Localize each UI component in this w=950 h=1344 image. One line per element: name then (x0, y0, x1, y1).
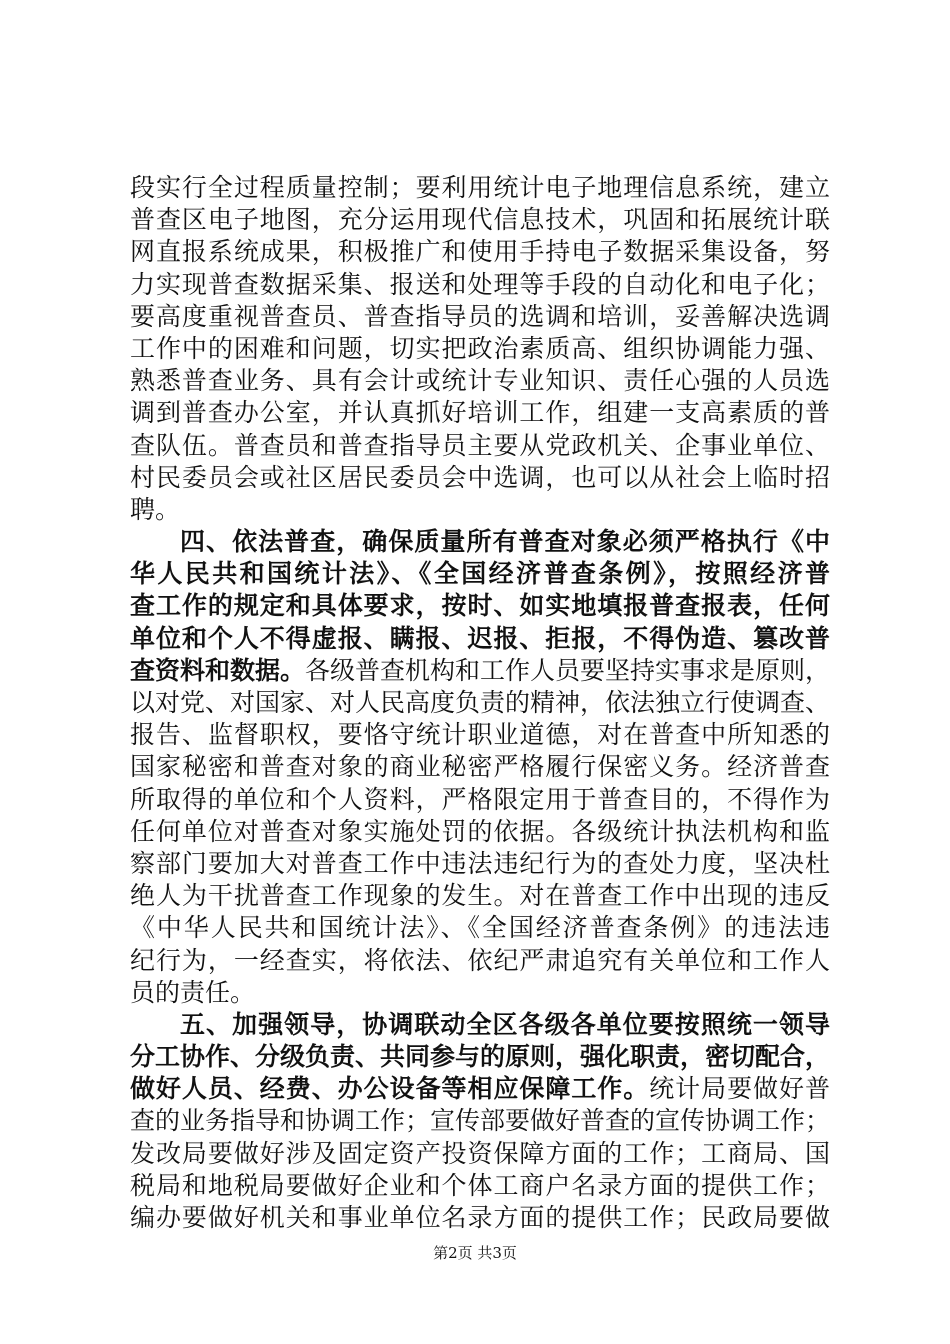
text-line: 编办要做好机关和事业单位名录方面的提供工作；民政局要做 (130, 1203, 830, 1232)
text-line: 绝人为干扰普查工作现象的发生。对在普查工作中出现的违反 (130, 881, 830, 911)
section-body-start: 各级普查机构和工作人员要坚持实事求是原则， (305, 655, 831, 685)
section-four (130, 526, 830, 1009)
page-number-footer: 第2页 共3页 (433, 1244, 517, 1262)
text-line: 国家秘密和普查对象的商业秘密严格履行保密义务。经济普查 (130, 752, 830, 782)
text-line: 发改局要做好涉及固定资产投资保障方面的工作；工商局、国 (130, 1138, 830, 1168)
text-line: 报告、监督职权，要恪守统计职业道德，对在普查中所知悉的 (130, 720, 830, 750)
text-line: 《中华人民共和国统计法》、《全国经济普查条例》的违法违 (130, 913, 830, 943)
text-line: 工作中的困难和问题，切实把政治素质高、组织协调能力强、 (130, 333, 830, 363)
text-line: 查队伍。普查员和普查指导员主要从党政机关、企事业单位、 (130, 430, 830, 460)
section-heading-line: 五、加强领导，协调联动全区各级各单位要按照统一领导 (180, 1009, 830, 1039)
text-line: 段实行全过程质量控制；要利用统计电子地理信息系统，建立 (130, 173, 830, 202)
text-line: 任何单位对普查对象实施处罚的依据。各级统计执法机构和监 (130, 816, 830, 846)
text-line: 熟悉普查业务、具有会计或统计专业知识、责任心强的人员选 (130, 366, 830, 396)
text-line: 查的业务指导和协调工作；宣传部要做好普查的宣传协调工作； (130, 1106, 831, 1136)
section-heading-line: 四、依法普查，确保质量所有普查对象必须严格执行《中 (180, 527, 830, 557)
section-heading-tail: 查资料和数据。 (130, 655, 306, 685)
section-heading-tail: 做好人员、经费、办公设备等相应保障工作。 (130, 1074, 650, 1104)
mixed-line (130, 655, 830, 687)
section-heading-line: 查工作的规定和具体要求，按时、如实地填报普查报表，任何 (130, 591, 830, 621)
text-line: 纪行为，一经查实，将依法、依纪严肃追究有关单位和工作人 (130, 945, 830, 975)
text-line: 聘。 (130, 494, 181, 524)
text-line: 村民委员会或社区居民委员会中选调，也可以从社会上临时招 (130, 462, 830, 492)
paragraph-continuation (130, 172, 830, 526)
section-heading-line: 分工协作、分级负责、共同参与的原则，强化职责，密切配合， (130, 1042, 831, 1072)
text-line: 以对党、对国家、对人民高度负责的精神，依法独立行使调查、 (130, 688, 831, 717)
text-line: 网直报系统成果，积极推广和使用手持电子数据采集设备，努 (130, 237, 830, 267)
section-five (130, 1009, 830, 1234)
section-heading-line: 华人民共和国统计法》、《全国经济普查条例》，按照经济普 (130, 559, 830, 589)
text-line: 察部门要加大对普查工作中违法违纪行为的查处力度，坚决杜 (130, 848, 830, 878)
mixed-line (130, 1073, 830, 1105)
section-heading-line: 单位和个人不得虚报、瞒报、迟报、拒报，不得伪造、篡改普 (130, 623, 830, 653)
text-line: 税局和地税局要做好企业和个体工商户名录方面的提供工作； (130, 1170, 830, 1200)
section-body-start: 统计局要做好普 (649, 1074, 830, 1104)
text-line: 力实现普查数据采集、报送和处理等手段的自动化和电子化； (130, 269, 830, 299)
body-text (130, 172, 830, 1234)
text-line: 调到普查办公室，并认真抓好培训工作，组建一支高素质的普 (130, 398, 830, 428)
text-line: 要高度重视普查员、普查指导员的选调和培训，妥善解决选调 (130, 301, 830, 331)
text-line: 普查区电子地图，充分运用现代信息技术，巩固和拓展统计联 (130, 205, 830, 235)
text-line: 员的责任。 (130, 977, 256, 1007)
text-line: 所取得的单位和个人资料，严格限定用于普查目的，不得作为 (130, 784, 830, 814)
